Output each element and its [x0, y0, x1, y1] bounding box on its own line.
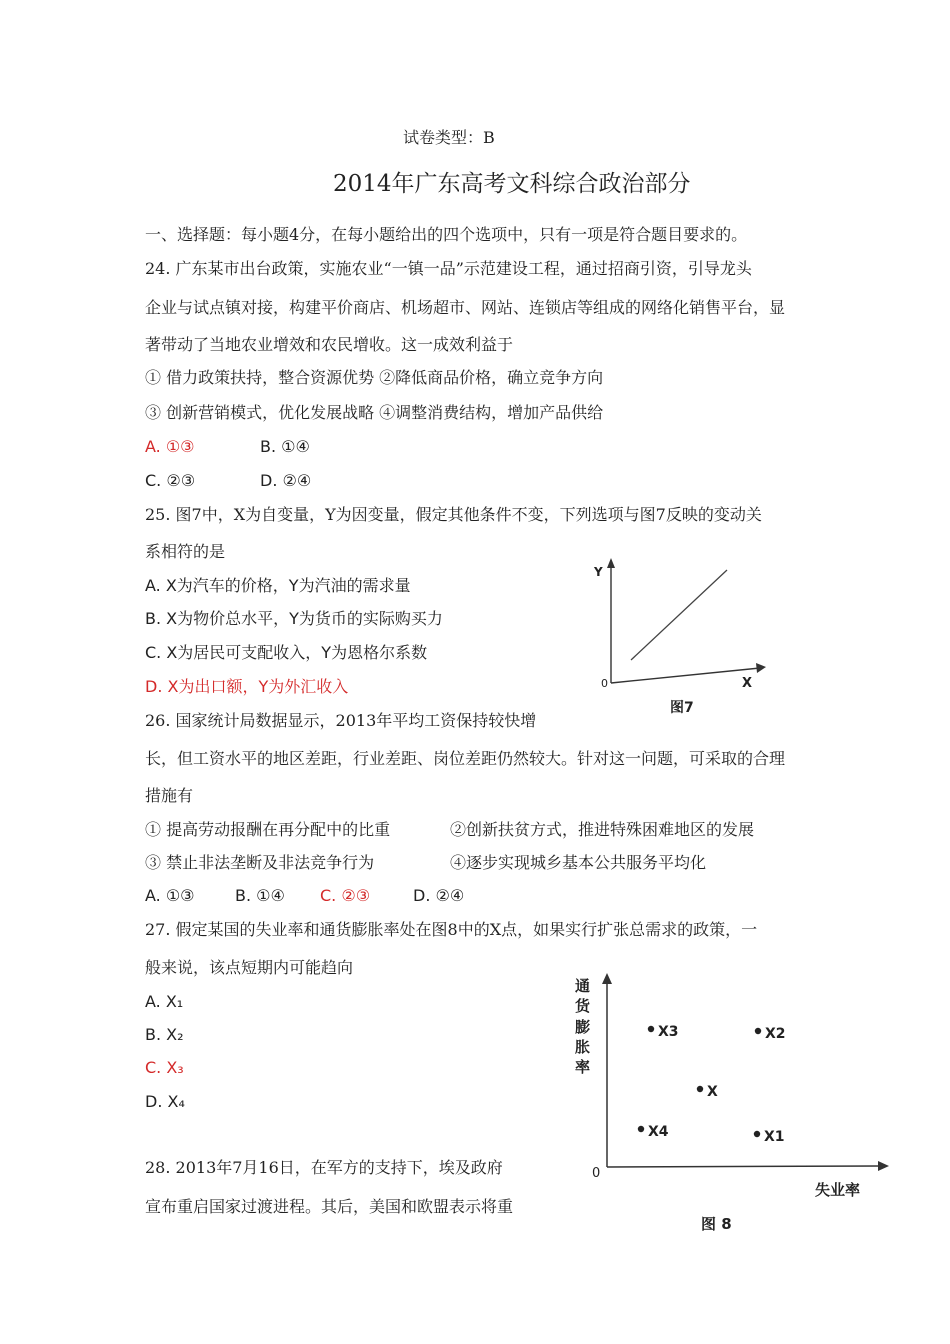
fig8-x-label: 失业率	[815, 1181, 861, 1199]
q25-line1: 25. 图7中，X为自变量，Y为因变量，假定其他条件不变，下列选项与图7反映的变动关	[145, 505, 762, 524]
fig8-label-x: X	[707, 1084, 718, 1100]
q26-option-d: D. ②④	[413, 886, 465, 905]
fig8-y-label-1: 通	[575, 977, 591, 995]
fig8-y-label-5: 率	[575, 1058, 591, 1076]
fig8-label-x1: X1	[764, 1129, 785, 1145]
q27-option-d: D. X₄	[145, 1092, 185, 1111]
q27-line2: 般来说，该点短期内可能趋向	[145, 958, 354, 977]
q26-option-b: B. ①④	[235, 886, 285, 905]
q25-option-a: A. X为汽车的价格，Y为汽油的需求量	[145, 576, 411, 595]
figure-8	[565, 970, 895, 1240]
q26-statement-4: ④逐步实现城乡基本公共服务平均化	[450, 853, 707, 872]
fig8-origin: 0	[592, 1166, 601, 1181]
fig8-y-label-2: 货	[575, 997, 591, 1015]
q26-option-a: A. ①③	[145, 886, 195, 905]
fig7-line	[631, 570, 727, 660]
fig7-x-axis	[611, 668, 760, 683]
q25-option-d: D. X为出口额，Y为外汇收入	[145, 677, 349, 696]
fig8-label-x2: X2	[765, 1026, 786, 1042]
q24-option-a: A. ①③	[145, 437, 195, 456]
q26-statement-2: ②创新扶贫方式，推进特殊困难地区的发展	[450, 820, 755, 839]
q24-statement-1-2: ① 借力政策扶持，整合资源优势 ②降低商品价格，确立竞争方向	[145, 368, 604, 387]
q27-option-b: B. X₂	[145, 1025, 184, 1044]
q26-line2: 长，但工资水平的地区差距，行业差距、岗位差距仍然较大。针对这一问题，可采取的合理	[145, 749, 786, 768]
q25-option-c: C. X为居民可支配收入，Y为恩格尔系数	[145, 643, 428, 662]
q24-option-d: D. ②④	[260, 471, 312, 490]
fig8-point-x2	[755, 1028, 761, 1034]
fig8-x-arrow	[878, 1161, 889, 1171]
q28-line1: 28. 2013年7月16日，在军方的支持下，埃及政府	[145, 1158, 503, 1177]
fig7-x-label: X	[742, 676, 753, 691]
q28-line2: 宣布重启国家过渡进程。其后，美国和欧盟表示将重	[145, 1197, 514, 1216]
fig8-y-label-3: 膨	[575, 1018, 591, 1036]
q25-line2: 系相符的是	[145, 542, 226, 561]
page-title: 2014年广东高考文科综合政治部分	[333, 171, 691, 197]
q26-option-c: C. ②③	[320, 886, 371, 905]
fig8-point-x1	[754, 1131, 760, 1137]
fig8-label-x4: X4	[648, 1124, 669, 1140]
fig8-point-x	[697, 1086, 703, 1092]
fig8-y-arrow	[602, 973, 612, 984]
q25-option-b: B. X为物价总水平，Y为货币的实际购买力	[145, 609, 443, 628]
q24-option-c: C. ②③	[145, 471, 196, 490]
q24-line2: 企业与试点镇对接，构建平价商店、机场超市、网站、连锁店等组成的网络化销售平台，显	[145, 298, 786, 317]
q24-option-b: B. ①④	[260, 437, 310, 456]
fig7-x-arrow	[756, 663, 766, 673]
fig8-point-x4	[638, 1126, 644, 1132]
q26-line1: 26. 国家统计局数据显示，2013年平均工资保持较快增	[145, 711, 537, 730]
fig8-point-x3	[648, 1026, 654, 1032]
q24-line1: 24. 广东某市出台政策，实施农业“一镇一品”示范建设工程，通过招商引资，引导龙头	[145, 259, 752, 278]
fig7-origin: 0	[601, 677, 608, 690]
figure-7	[585, 555, 780, 725]
q26-statement-1: ① 提高劳动报酬在再分配中的比重	[145, 820, 391, 839]
fig7-caption: 图7	[670, 700, 694, 716]
q27-option-c: C. X₃	[145, 1058, 184, 1077]
fig8-y-label-4: 胀	[575, 1038, 591, 1056]
q26-line3: 措施有	[145, 786, 194, 805]
paper-type: 试卷类型：B	[403, 128, 495, 147]
section-intro: 一、选择题：每小题4分，在每小题给出的四个选项中，只有一项是符合题目要求的。	[145, 225, 748, 244]
fig8-x-axis	[607, 1166, 881, 1167]
q26-statement-3: ③ 禁止非法垄断及非法竞争行为	[145, 853, 375, 872]
fig7-y-arrow	[607, 558, 615, 568]
fig8-label-x3: X3	[658, 1024, 679, 1040]
q27-option-a: A. X₁	[145, 992, 184, 1011]
q24-line3: 著带动了当地农业增效和农民增收。这一成效利益于	[145, 335, 514, 354]
fig7-y-label: Y	[594, 565, 603, 579]
q24-statement-3-4: ③ 创新营销模式，优化发展战略 ④调整消费结构，增加产品供给	[145, 403, 604, 422]
fig8-caption: 图 8	[701, 1215, 732, 1233]
q27-line1: 27. 假定某国的失业率和通货膨胀率处在图8中的X点，如果实行扩张总需求的政策，一	[145, 920, 758, 939]
